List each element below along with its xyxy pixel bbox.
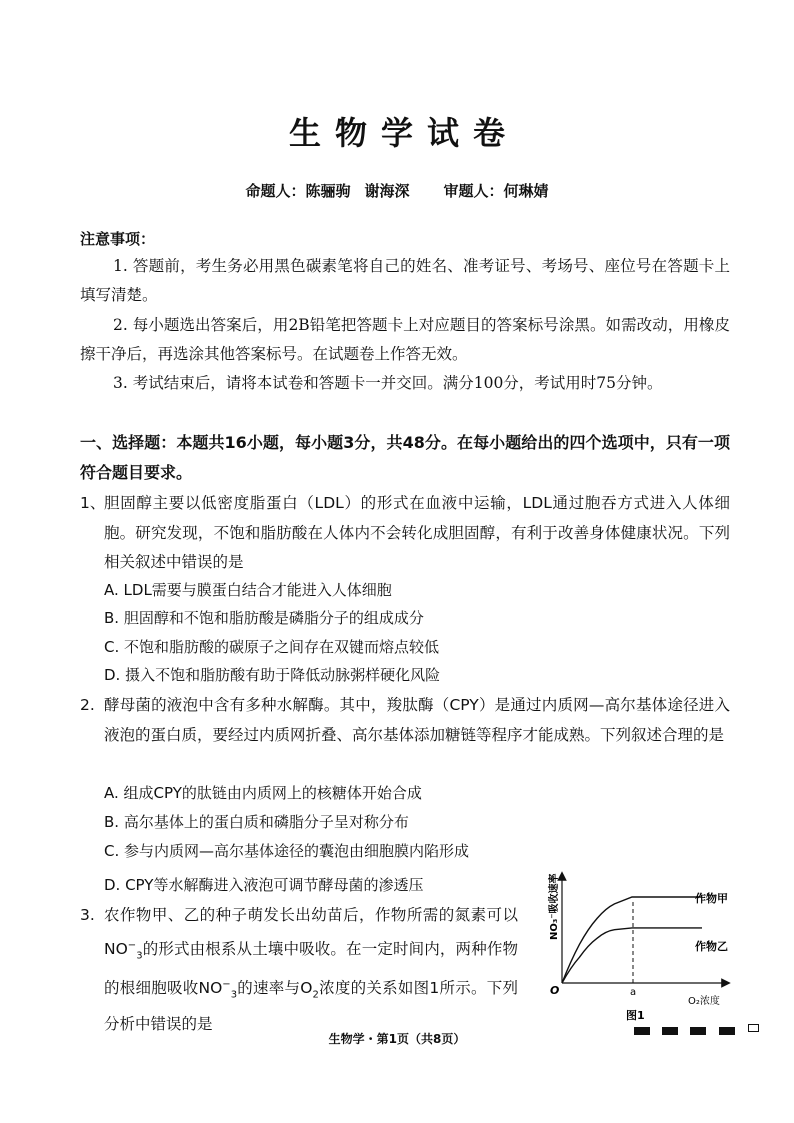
q3-subscript-o2: 2 xyxy=(312,989,319,1001)
scan-mark xyxy=(634,1027,650,1035)
q3-nitrate-2: NO xyxy=(198,979,223,998)
q3-stem-f: 浓度的关系如图1所示。下列分析中错误的是 xyxy=(104,979,518,1033)
x-axis-label: O₂浓度 xyxy=(688,996,720,1007)
question-number: 3. xyxy=(80,906,95,924)
authors-line xyxy=(0,180,794,201)
q1-option-a: A. LDL需要与膜蛋白结合才能进入人体细胞 xyxy=(104,581,392,599)
q1-option-b: B. 胆固醇和不饱和脂肪酸是磷脂分子的组成成分 xyxy=(104,609,424,627)
notice-item-2: 2. 每小题选出答案后，用2B铅笔把答题卡上对应题目的答案标号涂黑。如需改动，用橡皮擦干净后，再选涂其他答案标号。在试题卷上作答无效。 xyxy=(80,316,730,363)
question-number: 2. xyxy=(80,696,95,714)
series-label-yi: 作物乙 xyxy=(695,940,728,953)
figure-1-chart xyxy=(540,868,740,1023)
question-1 xyxy=(80,489,730,578)
q3-charge-2: − xyxy=(222,979,231,991)
question-number: 1、 xyxy=(80,494,106,512)
q2-option-a: A. 组成CPY的肽链由内质网上的核糖体开始合成 xyxy=(104,784,422,802)
a-tick-label: a xyxy=(630,987,637,998)
notice-item-1: 1. 答题前，考生务必用黑色碳素笔将自己的姓名、准考证号、考场号、座位号在答题卡上填写清楚。 xyxy=(80,257,730,304)
reviewer-name: 审题人：何琳婧 xyxy=(443,182,549,200)
notice-heading: 注意事项： xyxy=(80,230,156,248)
notice-item-3: 3. 考试结束后，请将本试卷和答题卡一并交回。满分100分，考试用时75分钟。 xyxy=(113,374,663,392)
page-title: 生物学试卷 xyxy=(288,114,519,152)
page-footer: 生物学・第1页（共8页） xyxy=(328,1032,466,1046)
series-label-jia: 作物甲 xyxy=(695,892,728,905)
scan-mark xyxy=(690,1027,706,1035)
creator-second: 谢海深 xyxy=(364,182,410,200)
q2-option-c: C. 参与内质网—高尔基体途径的囊泡由细胞膜内陷形成 xyxy=(104,842,470,860)
section-heading: 一、选择题：本题共16小题，每小题3分，共48分。在每小题给出的四个选项中，只有一项符合题目要求。 xyxy=(80,433,730,482)
series-line-jia xyxy=(562,897,702,983)
q3-nitrate-1: NO xyxy=(104,939,128,958)
creator-names: 命题人：陈骊驹 xyxy=(245,182,351,200)
q3-charge-1: − xyxy=(127,939,137,951)
q1-option-c: C. 不饱和脂肪酸的碳原子之间存在双键而熔点较低 xyxy=(104,638,440,656)
q2-option-d: D. CPY等水解酶进入液泡可调节酵母菌的渗透压 xyxy=(104,876,424,894)
y-axis-label: NO₃⁻吸收速率 xyxy=(549,873,560,940)
question-stem: 酵母菌的液泡中含有多种水解酶。其中，羧肽酶（CPY）是通过内质网—高尔基体途径进入液泡的蛋白质，要经过内质网折叠、高尔基体添加糖链等程序才能成熟。下列叙述合理的是 xyxy=(104,696,730,744)
scan-mark xyxy=(662,1027,678,1035)
q3-stem-e: 的速率与O xyxy=(237,979,313,998)
question-stem xyxy=(104,901,518,1040)
q3-stem-c: 的形式由根系从土壤中吸收。在一定时间内，两种作物的根细胞吸收 xyxy=(104,939,518,998)
scan-mark xyxy=(719,1027,735,1035)
scan-mark-hollow xyxy=(748,1024,759,1032)
q3-subscript-1: 3 xyxy=(136,949,143,961)
question-3 xyxy=(80,901,518,1040)
figure-caption: 图1 xyxy=(626,1009,645,1022)
series-line-yi xyxy=(562,928,702,983)
q2-option-b: B. 高尔基体上的蛋白质和磷脂分子呈对称分布 xyxy=(104,813,409,831)
q1-option-d: D. 摄入不饱和脂肪酸有助于降低动脉粥样硬化风险 xyxy=(104,666,441,684)
question-2 xyxy=(80,691,730,750)
q3-stem-a: 农作物甲、乙的种子萌发长出幼苗后，作物所需的氮素可以 xyxy=(104,906,518,924)
question-stem: 胆固醇主要以低密度脂蛋白（LDL）的形式在血液中运输，LDL通过胞吞方式进入人体细胞。研究发现，不饱和脂肪酸在人体内不会转化成胆固醇，有利于改善身体健康状况。下列相关叙述中错误的是 xyxy=(104,494,730,571)
origin-label: O xyxy=(550,984,560,997)
q3-subscript-2: 3 xyxy=(230,989,238,1001)
